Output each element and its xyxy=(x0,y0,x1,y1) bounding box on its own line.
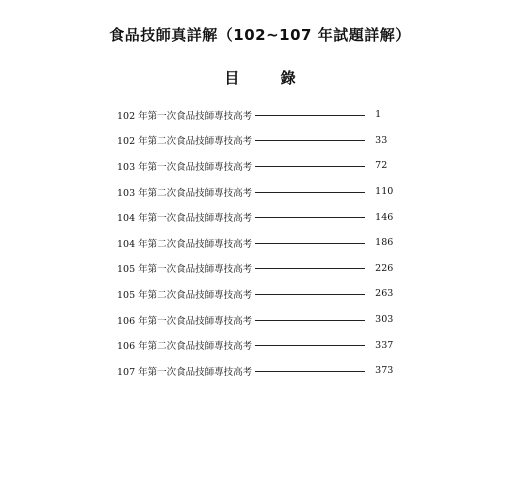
toc-entry xyxy=(117,204,407,230)
toc-leader-line xyxy=(255,320,365,321)
toc-entry xyxy=(117,230,407,256)
toc-entry-page: 1 xyxy=(375,109,382,121)
toc-leader-line xyxy=(255,243,365,244)
toc-entry-label: 107 年第一次食品技師專技高考 xyxy=(117,366,253,378)
toc-leader-line xyxy=(255,217,365,218)
toc-entry-page: 263 xyxy=(375,288,394,300)
toc-entry-page: 337 xyxy=(375,339,394,351)
toc-entry xyxy=(117,281,407,307)
document-title: 食品技師真詳解（102~107 年試題詳解） xyxy=(109,26,411,44)
toc-entry-page: 33 xyxy=(375,134,388,146)
toc-entry-label: 104 年第一次食品技師專技高考 xyxy=(117,213,253,225)
toc-leader-line xyxy=(255,268,365,269)
toc-entry-page: 303 xyxy=(375,314,394,326)
toc-leader-line xyxy=(255,140,365,141)
toc-leader-line xyxy=(255,166,365,167)
toc-entry xyxy=(117,153,407,179)
toc-entry-page: 72 xyxy=(375,160,388,172)
toc-entry-page: 146 xyxy=(375,211,394,223)
toc-leader-line xyxy=(255,371,365,372)
toc-entry-label: 102 年第一次食品技師專技高考 xyxy=(117,110,253,122)
toc-entry xyxy=(117,256,407,282)
toc-entry-label: 103 年第一次食品技師專技高考 xyxy=(117,161,253,173)
toc-entry-page: 373 xyxy=(375,365,394,377)
toc-entry-label: 105 年第一次食品技師專技高考 xyxy=(117,264,253,276)
toc-leader-line xyxy=(255,345,365,346)
toc-entry xyxy=(117,358,407,384)
toc-entry-label: 104 年第二次食品技師專技高考 xyxy=(117,238,253,250)
toc-entry-label: 102 年第二次食品技師專技高考 xyxy=(117,136,253,148)
toc-leader-line xyxy=(255,192,365,193)
toc-entry-page: 110 xyxy=(375,186,394,198)
toc-entry-label: 105 年第二次食品技師專技高考 xyxy=(117,289,253,301)
toc-entry-page: 226 xyxy=(375,262,394,274)
toc-entry-page: 186 xyxy=(375,237,394,249)
toc-entry-label: 106 年第一次食品技師專技高考 xyxy=(117,315,253,327)
toc-heading: 目 錄 xyxy=(224,69,314,87)
toc-entry xyxy=(117,128,407,154)
toc-entry xyxy=(117,307,407,333)
toc-leader-line xyxy=(255,115,365,116)
toc-entry-label: 103 年第二次食品技師專技高考 xyxy=(117,187,253,199)
toc-list xyxy=(117,102,407,384)
toc-entry xyxy=(117,102,407,128)
toc-leader-line xyxy=(255,294,365,295)
toc-entry-label: 106 年第二次食品技師專技高考 xyxy=(117,341,253,353)
toc-entry xyxy=(117,332,407,358)
toc-entry xyxy=(117,179,407,205)
